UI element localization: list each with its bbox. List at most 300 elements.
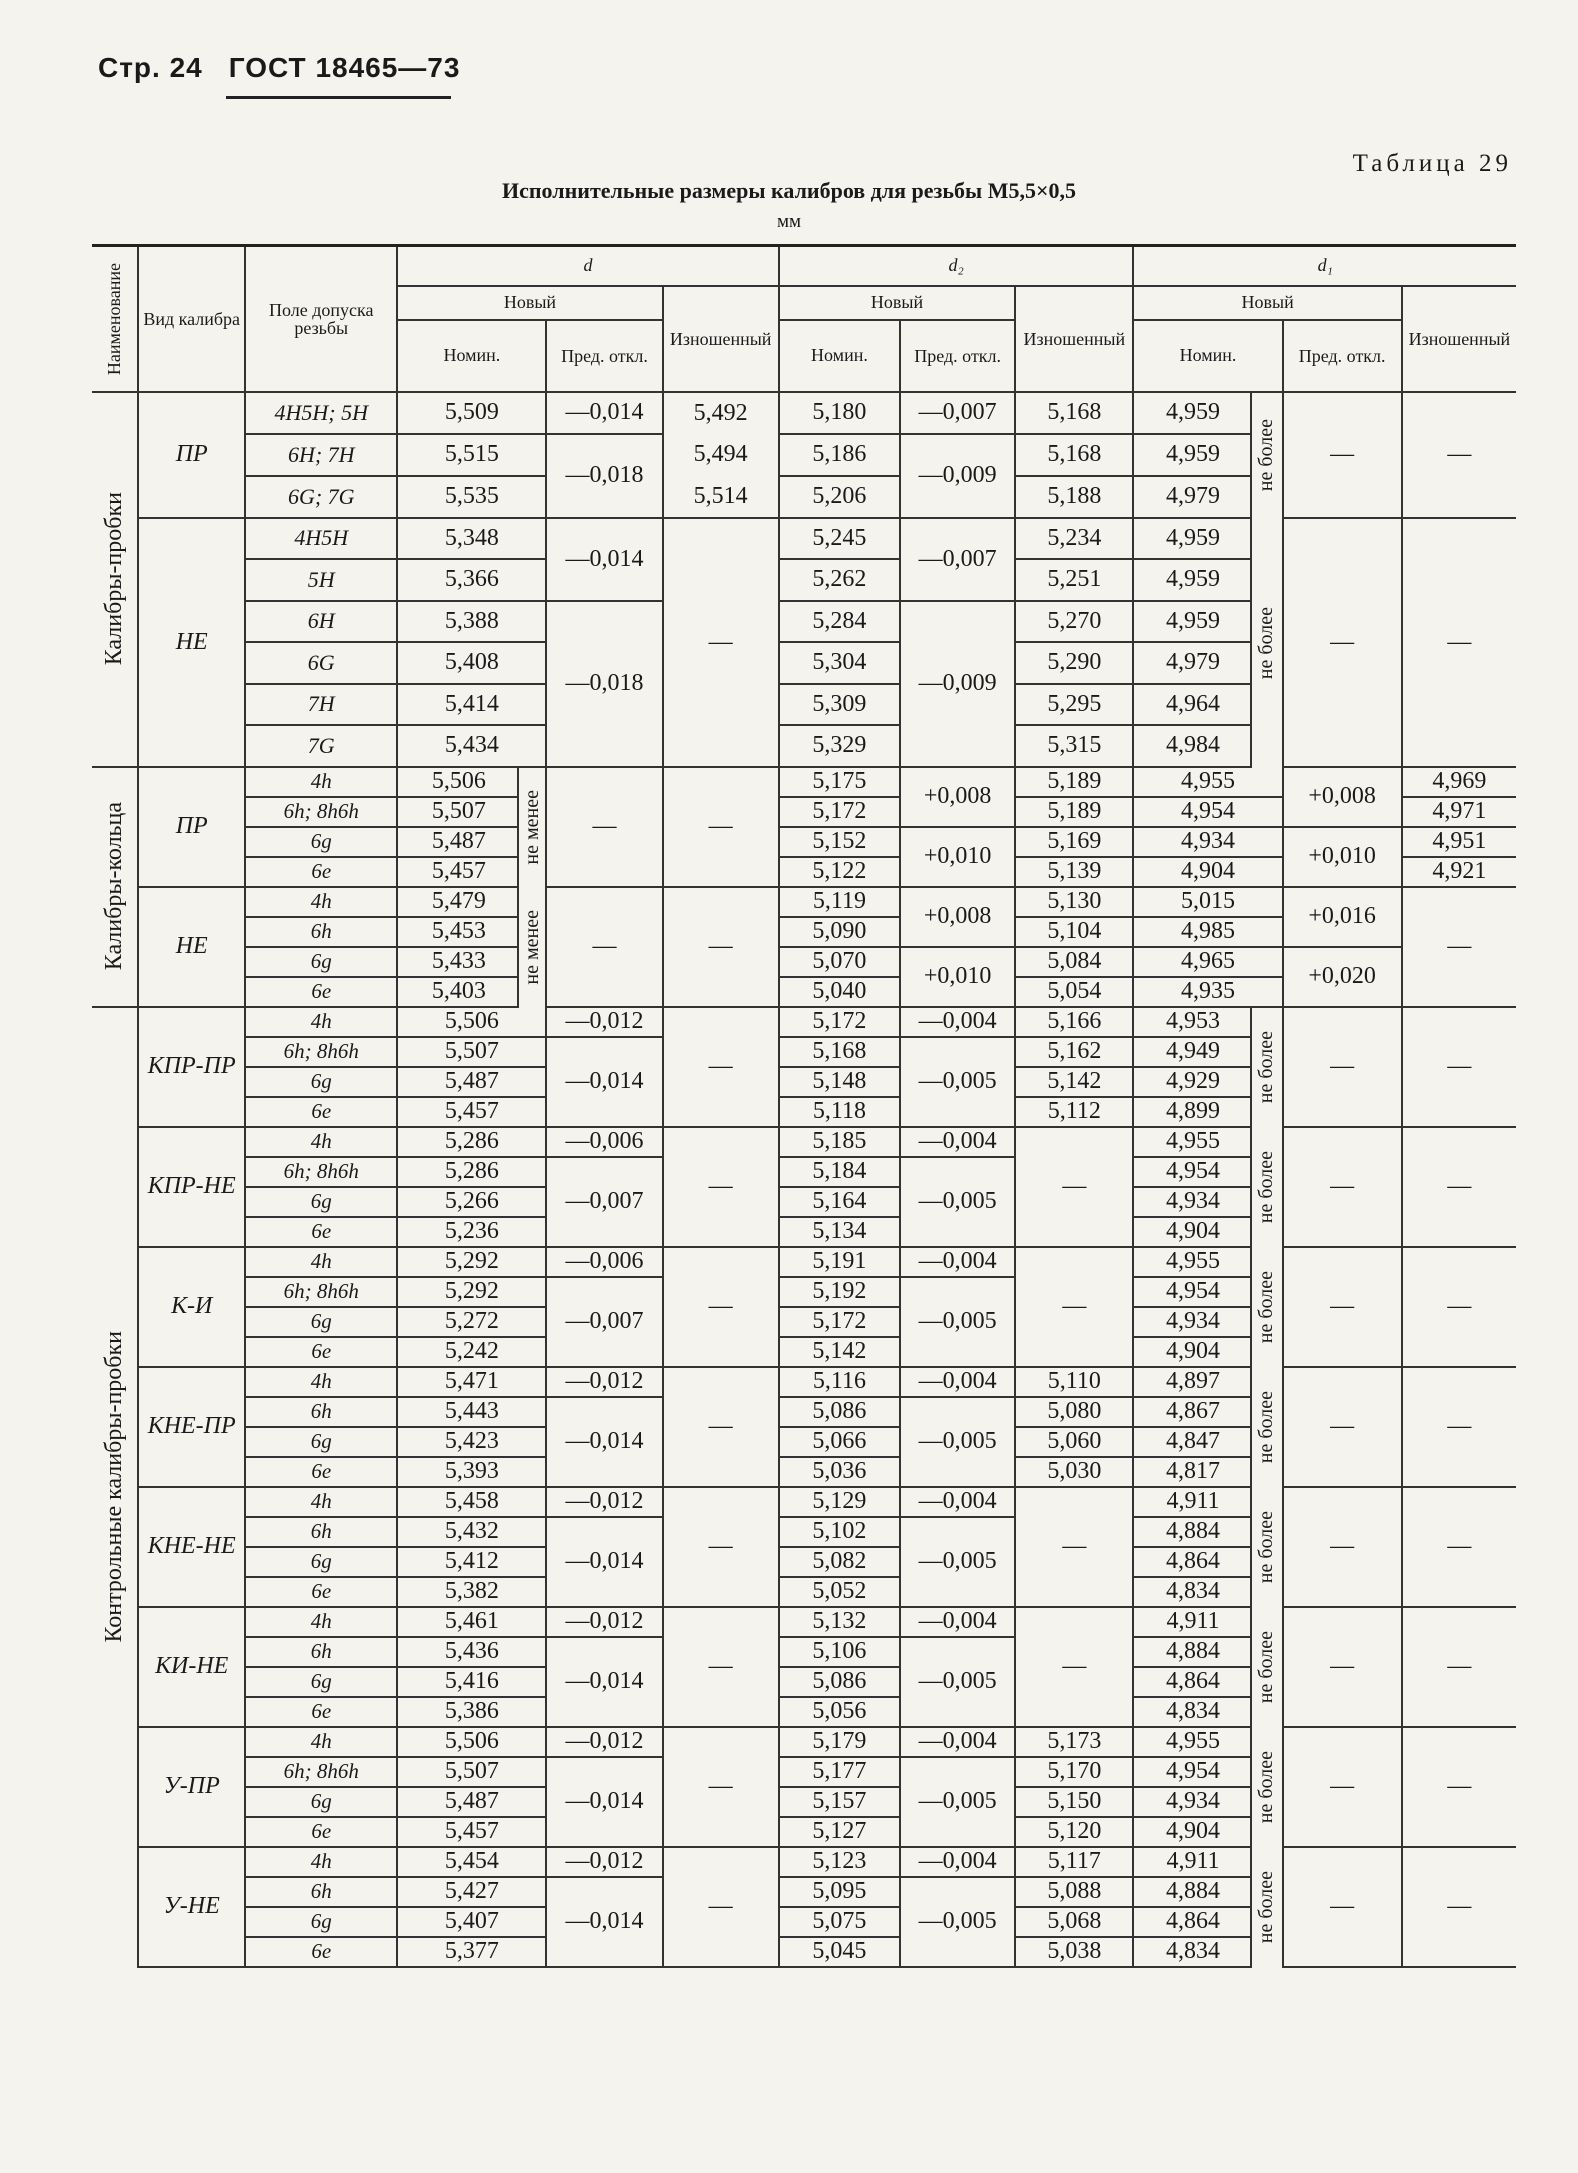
- d-worn: —: [663, 1487, 779, 1607]
- table-row: [92, 1487, 1516, 1517]
- d1-worn: 4,921: [1402, 857, 1516, 887]
- d-nominal: 5,242: [397, 1337, 546, 1367]
- d2-deviation: —0,004: [900, 1007, 1015, 1037]
- d-nominal: 5,427: [397, 1877, 546, 1907]
- col-d-header: d: [397, 246, 778, 286]
- d2-deviation: +0,010: [900, 947, 1015, 1007]
- d-nominal: 5,393: [397, 1457, 546, 1487]
- d1-deviation: —: [1283, 518, 1402, 767]
- d2-deviation: —0,004: [900, 1487, 1015, 1517]
- tolerance-field: 6H; 7H: [245, 434, 397, 476]
- d1-nominal: 4,949: [1133, 1037, 1282, 1067]
- d2-nominal: 5,134: [779, 1217, 900, 1247]
- d2-worn: —: [1015, 1247, 1133, 1367]
- d2-deviation: —0,005: [900, 1757, 1015, 1847]
- d1-worn: —: [1402, 1247, 1516, 1367]
- d1-deviation: —: [1283, 1727, 1402, 1847]
- d2-worn: 5,112: [1015, 1097, 1133, 1127]
- d2-worn: 5,188: [1015, 476, 1133, 518]
- d-deviation: —0,014: [546, 518, 662, 601]
- not-more-note: не более: [1250, 1368, 1282, 1488]
- d1-deviation: —: [1283, 1607, 1402, 1727]
- d2-worn: 5,189: [1015, 797, 1133, 827]
- not-more-note: не более: [1250, 1128, 1282, 1248]
- d2-nominal: 5,127: [779, 1817, 900, 1847]
- not-more-note: не более: [1250, 393, 1282, 519]
- tolerance-field: 4H5H: [245, 518, 397, 560]
- d2-deviation: —0,009: [900, 601, 1015, 767]
- d-nominal: 5,479 не менее: [397, 887, 546, 917]
- not-less-note: не менее: [517, 888, 545, 1008]
- d-nominal: 5,457: [397, 1817, 546, 1847]
- d1-worn: 4,969: [1402, 767, 1516, 797]
- tolerance-field: 5H: [245, 559, 397, 601]
- d2-nominal: 5,106: [779, 1637, 900, 1667]
- d-deviation: —0,014: [546, 392, 662, 434]
- d2-deviation: +0,008: [900, 887, 1015, 947]
- d1-nominal: 4,847: [1133, 1427, 1282, 1457]
- table-number: Таблица 29: [1352, 150, 1512, 177]
- d2-nominal: 5,066: [779, 1427, 900, 1457]
- d2-worn: 5,315: [1015, 725, 1133, 767]
- d-deviation: —0,006: [546, 1247, 662, 1277]
- tolerance-field: 4h: [245, 1247, 397, 1277]
- d-nominal: 5,453: [397, 917, 546, 947]
- d2-nominal: 5,186: [779, 434, 900, 476]
- table-row: [92, 947, 1516, 977]
- d2-nominal: 5,052: [779, 1577, 900, 1607]
- d2-nominal: 5,157: [779, 1787, 900, 1817]
- tolerance-field: 6g: [245, 1547, 397, 1577]
- tolerance-field: 6e: [245, 1097, 397, 1127]
- tolerance-field: 4h: [245, 1487, 397, 1517]
- d-nominal: 5,416: [397, 1667, 546, 1697]
- table-row: [92, 518, 1516, 560]
- d-worn: 5,514: [663, 476, 779, 518]
- tolerance-field: 6e: [245, 1217, 397, 1247]
- tolerance-field: 6h: [245, 1877, 397, 1907]
- d1-nominal: 4,911 не более: [1133, 1847, 1282, 1877]
- d2-deviation: +0,008: [900, 767, 1015, 827]
- d-nominal: 5,286: [397, 1157, 546, 1187]
- d2-worn: 5,270: [1015, 601, 1133, 643]
- d1-worn: —: [1402, 1127, 1516, 1247]
- col-tolerance-header: Поле допуска резьбы: [245, 246, 397, 392]
- d1-nominal: 4,904: [1133, 1337, 1282, 1367]
- d-nominal: 5,458: [397, 1487, 546, 1517]
- d-nominal: 5,433: [397, 947, 546, 977]
- d2-nominal: 5,175: [779, 767, 900, 797]
- d-nominal: 5,366: [397, 559, 546, 601]
- d-deviation: —0,014: [546, 1397, 662, 1487]
- d-nominal: 5,382: [397, 1577, 546, 1607]
- table-row: [92, 392, 1516, 434]
- d2-deviation: —0,007: [900, 392, 1015, 434]
- d-deviation: —: [546, 887, 662, 1007]
- tolerance-field: 6G; 7G: [245, 476, 397, 518]
- table-row: [92, 1007, 1516, 1037]
- d2-nominal: 5,191: [779, 1247, 900, 1277]
- d-worn: —: [663, 1007, 779, 1127]
- d2-nominal: 5,184: [779, 1157, 900, 1187]
- d1-nominal: 4,979: [1133, 642, 1282, 684]
- d-nominal: 5,507: [397, 1037, 546, 1067]
- d1-nominal: 4,935: [1133, 977, 1282, 1007]
- d2-worn: 5,038: [1015, 1937, 1133, 1967]
- col-d1-header: d₁: [1133, 246, 1516, 286]
- d1-deviation: —: [1283, 1007, 1402, 1127]
- section-label: Калибры-кольца: [92, 767, 138, 1007]
- d-deviation: —0,014: [546, 1757, 662, 1847]
- not-more-note: не более: [1250, 1608, 1282, 1728]
- d2-deviation: —0,004: [900, 1247, 1015, 1277]
- d2-nominal: 5,056: [779, 1697, 900, 1727]
- d-deviation: —0,012: [546, 1487, 662, 1517]
- d2-worn: 5,084: [1015, 947, 1133, 977]
- table-row: [92, 767, 1516, 797]
- d2-nominal: 5,180: [779, 392, 900, 434]
- d2-nominal: 5,123: [779, 1847, 900, 1877]
- d-nominal: 5,348: [397, 518, 546, 560]
- d2-worn: 5,080: [1015, 1397, 1133, 1427]
- d1-nominal: 4,955 не более: [1133, 1247, 1282, 1277]
- d2-worn-header: Изношенный: [1015, 286, 1133, 392]
- d-worn: —: [663, 887, 779, 1007]
- d1-nominal: 4,817: [1133, 1457, 1282, 1487]
- d-worn: 5,492: [663, 392, 779, 434]
- units-label: мм: [776, 211, 802, 232]
- table-row: [92, 1607, 1516, 1637]
- tolerance-field: 4h: [245, 1127, 397, 1157]
- d1-nominal: 4,897 не более: [1133, 1367, 1282, 1397]
- d-deviation: —0,012: [546, 1607, 662, 1637]
- d1-worn: 4,971: [1402, 797, 1516, 827]
- tolerance-field: 7G: [245, 725, 397, 767]
- d2-nominal: 5,192: [779, 1277, 900, 1307]
- d-worn-header: Изношенный: [663, 286, 779, 392]
- col-d2-header: d₂: [779, 246, 1134, 286]
- table-row: [92, 1247, 1516, 1277]
- d2-nominal: 5,148: [779, 1067, 900, 1097]
- d2-dev-header: Пред. откл.: [900, 320, 1015, 392]
- d1-nominal: 4,954: [1133, 1277, 1282, 1307]
- d2-nominal: 5,102: [779, 1517, 900, 1547]
- d2-nominal: 5,245: [779, 518, 900, 560]
- tolerance-field: 6h: [245, 1637, 397, 1667]
- d-nominal: 5,509: [397, 392, 546, 434]
- d1-nominal: 5,015: [1133, 887, 1282, 917]
- d2-deviation: —0,009: [900, 434, 1015, 518]
- d2-worn: 5,168: [1015, 434, 1133, 476]
- d1-nominal: 4,864: [1133, 1907, 1282, 1937]
- d-worn: —: [663, 1247, 779, 1367]
- tolerance-field: 4h: [245, 1727, 397, 1757]
- d2-nominal: 5,036: [779, 1457, 900, 1487]
- d1-deviation: +0,008: [1283, 767, 1402, 827]
- d2-nominal: 5,086: [779, 1667, 900, 1697]
- d1-nominal: 4,954: [1133, 1157, 1282, 1187]
- d2-nominal: 5,172: [779, 1007, 900, 1037]
- d-nominal: 5,457: [397, 1097, 546, 1127]
- d2-worn: 5,120: [1015, 1817, 1133, 1847]
- d2-worn: 5,150: [1015, 1787, 1133, 1817]
- d1-nominal: 4,899: [1133, 1097, 1282, 1127]
- d-nominal: 5,292: [397, 1277, 546, 1307]
- d1-nominal: 4,884: [1133, 1877, 1282, 1907]
- gauge-kind: К-И: [138, 1247, 245, 1367]
- gauge-kind: КПР-НЕ: [138, 1127, 245, 1247]
- gauge-kind: КНЕ-НЕ: [138, 1487, 245, 1607]
- d-nominal: 5,506 не менее: [397, 767, 546, 797]
- tolerance-field: 6g: [245, 1667, 397, 1697]
- d2-nominal: 5,179: [779, 1727, 900, 1757]
- d-nominal: 5,487: [397, 1067, 546, 1097]
- tolerance-field: 6G: [245, 642, 397, 684]
- section-label: Калибры-пробки: [92, 392, 138, 767]
- d1-worn: —: [1402, 1727, 1516, 1847]
- d1-deviation: +0,010: [1283, 827, 1402, 887]
- d-nominal: 5,407: [397, 1907, 546, 1937]
- d1-nominal-header: Номин.: [1133, 320, 1282, 392]
- tolerance-field: 6e: [245, 977, 397, 1007]
- d1-deviation: —: [1283, 1487, 1402, 1607]
- d-nominal: 5,507: [397, 797, 546, 827]
- tolerance-field: 6h: [245, 1517, 397, 1547]
- table-row: [92, 887, 1516, 917]
- d-nominal: 5,266: [397, 1187, 546, 1217]
- table-row: [92, 1367, 1516, 1397]
- d1-worn: —: [1402, 518, 1516, 767]
- d-worn: —: [663, 1727, 779, 1847]
- d-nominal: 5,535: [397, 476, 546, 518]
- section-label: Контрольные калибры-пробки: [92, 1007, 138, 1967]
- d2-nominal: 5,164: [779, 1187, 900, 1217]
- tolerance-field: 4h: [245, 1367, 397, 1397]
- d2-nominal: 5,329: [779, 725, 900, 767]
- d1-nominal: 4,959 не более: [1133, 392, 1282, 434]
- d2-nominal: 5,122: [779, 857, 900, 887]
- d-worn: —: [663, 767, 779, 887]
- d1-nominal: 4,911 не более: [1133, 1487, 1282, 1517]
- tolerance-field: 6H: [245, 601, 397, 643]
- d2-worn: 5,166: [1015, 1007, 1133, 1037]
- d-nominal: 5,403: [397, 977, 546, 1007]
- d-deviation: —0,018: [546, 434, 662, 518]
- page-header: [98, 52, 460, 84]
- d-nominal: 5,377: [397, 1937, 546, 1967]
- d-worn: 5,494: [663, 434, 779, 476]
- d1-nominal: 4,867: [1133, 1397, 1282, 1427]
- d-nominal: 5,471: [397, 1367, 546, 1397]
- d1-nominal: 4,984: [1133, 725, 1282, 767]
- d-nominal: 5,515: [397, 434, 546, 476]
- d2-nominal: 5,152: [779, 827, 900, 857]
- d1-deviation: —: [1283, 1127, 1402, 1247]
- d2-nominal-header: Номин.: [779, 320, 900, 392]
- d1-new-header: Новый: [1133, 286, 1401, 320]
- d2-deviation: —0,005: [900, 1877, 1015, 1967]
- tolerance-field: 6e: [245, 1817, 397, 1847]
- d1-nominal: 4,953 не более: [1133, 1007, 1282, 1037]
- gauge-kind: НЕ: [138, 518, 245, 767]
- d-worn: —: [663, 1607, 779, 1727]
- tolerance-field: 6h; 8h6h: [245, 1037, 397, 1067]
- d-deviation: —0,018: [546, 601, 662, 767]
- d1-nominal: 4,954: [1133, 797, 1282, 827]
- d-deviation: —0,007: [546, 1157, 662, 1247]
- d2-worn: 5,173: [1015, 1727, 1133, 1757]
- d1-nominal: 4,964: [1133, 684, 1282, 726]
- not-more-note: не более: [1250, 1488, 1282, 1608]
- d2-nominal: 5,040: [779, 977, 900, 1007]
- d2-worn: 5,169: [1015, 827, 1133, 857]
- d2-nominal: 5,075: [779, 1907, 900, 1937]
- d1-worn: —: [1402, 1847, 1516, 1967]
- d2-deviation: —0,005: [900, 1277, 1015, 1367]
- tolerance-field: 6h; 8h6h: [245, 1157, 397, 1187]
- d-deviation: —0,014: [546, 1517, 662, 1607]
- d1-deviation: —: [1283, 392, 1402, 518]
- tolerance-field: 4h: [245, 767, 397, 797]
- d2-nominal: 5,172: [779, 797, 900, 827]
- d1-deviation: +0,020: [1283, 947, 1402, 1007]
- d2-nominal: 5,177: [779, 1757, 900, 1787]
- tolerance-field: 6g: [245, 1187, 397, 1217]
- d2-worn: 5,110: [1015, 1367, 1133, 1397]
- header-underline: [226, 96, 451, 99]
- d-deviation: —0,014: [546, 1637, 662, 1727]
- tolerance-field: 4h: [245, 1847, 397, 1877]
- d2-worn: —: [1015, 1487, 1133, 1607]
- d2-worn: 5,234: [1015, 518, 1133, 560]
- d-nominal: 5,461: [397, 1607, 546, 1637]
- d1-worn: —: [1402, 887, 1516, 1007]
- d-deviation: —0,012: [546, 1367, 662, 1397]
- d1-worn: —: [1402, 1607, 1516, 1727]
- tolerance-field: 6h; 8h6h: [245, 1277, 397, 1307]
- d2-nominal: 5,132: [779, 1607, 900, 1637]
- d-nominal: 5,436: [397, 1637, 546, 1667]
- d2-worn: 5,054: [1015, 977, 1133, 1007]
- d-deviation: —0,012: [546, 1727, 662, 1757]
- d1-worn: —: [1402, 392, 1516, 518]
- gauge-kind: У-НЕ: [138, 1847, 245, 1967]
- tolerance-field: 6e: [245, 1337, 397, 1367]
- standard-number: ГОСТ 18465—73: [228, 52, 461, 83]
- d-worn: —: [663, 1847, 779, 1967]
- d-deviation: —0,012: [546, 1847, 662, 1877]
- d1-nominal: 4,959: [1133, 434, 1282, 476]
- tolerance-field: 6g: [245, 1427, 397, 1457]
- d-nominal: 5,412: [397, 1547, 546, 1577]
- not-more-note: не более: [1250, 1008, 1282, 1128]
- d2-worn: 5,290: [1015, 642, 1133, 684]
- d2-nominal: 5,116: [779, 1367, 900, 1397]
- tolerance-field: 6h: [245, 1397, 397, 1427]
- d2-worn: 5,295: [1015, 684, 1133, 726]
- d2-nominal: 5,172: [779, 1307, 900, 1337]
- d2-nominal: 5,304: [779, 642, 900, 684]
- d2-nominal: 5,086: [779, 1397, 900, 1427]
- tolerance-field: 6e: [245, 1937, 397, 1967]
- d-nominal: 5,487: [397, 827, 546, 857]
- d2-worn: 5,162: [1015, 1037, 1133, 1067]
- d-nominal: 5,236: [397, 1217, 546, 1247]
- gauge-kind: КИ-НЕ: [138, 1607, 245, 1727]
- d2-deviation: —0,004: [900, 1127, 1015, 1157]
- d1-nominal: 4,954: [1133, 1757, 1282, 1787]
- d2-nominal: 5,119: [779, 887, 900, 917]
- d1-nominal: 4,929: [1133, 1067, 1282, 1097]
- d1-deviation: —: [1283, 1847, 1402, 1967]
- d2-deviation: —0,005: [900, 1637, 1015, 1727]
- d2-nominal: 5,090: [779, 917, 900, 947]
- d1-nominal: 4,864: [1133, 1667, 1282, 1697]
- d2-worn: 5,189: [1015, 767, 1133, 797]
- d1-nominal: 4,934: [1133, 1787, 1282, 1817]
- d2-nominal: 5,142: [779, 1337, 900, 1367]
- d-nominal: 5,487: [397, 1787, 546, 1817]
- d2-deviation: —0,005: [900, 1157, 1015, 1247]
- d1-nominal: 4,911 не более: [1133, 1607, 1282, 1637]
- gauge-kind: У-ПР: [138, 1727, 245, 1847]
- d2-deviation: —0,004: [900, 1847, 1015, 1877]
- d1-nominal: 4,834: [1133, 1577, 1282, 1607]
- d1-nominal: 4,834: [1133, 1697, 1282, 1727]
- d-deviation: —0,007: [546, 1277, 662, 1367]
- tolerance-field: 6g: [245, 1067, 397, 1097]
- d2-deviation: —0,004: [900, 1727, 1015, 1757]
- gauge-table: [92, 244, 1516, 1968]
- d2-worn: 5,068: [1015, 1907, 1133, 1937]
- table-row: [92, 1127, 1516, 1157]
- d1-deviation: —: [1283, 1367, 1402, 1487]
- tolerance-field: 6g: [245, 1787, 397, 1817]
- d2-worn: 5,117: [1015, 1847, 1133, 1877]
- tolerance-field: 6g: [245, 827, 397, 857]
- d1-nominal: 4,955 не более: [1133, 1127, 1282, 1157]
- d-nominal: 5,507: [397, 1757, 546, 1787]
- d-worn: —: [663, 518, 779, 767]
- d1-nominal: 4,955 не более: [1133, 1727, 1282, 1757]
- col-name-header: Наименование: [92, 246, 138, 392]
- d-nominal: 5,506: [397, 1007, 546, 1037]
- d2-nominal: 5,070: [779, 947, 900, 977]
- table-row: [92, 1847, 1516, 1877]
- d2-deviation: +0,010: [900, 827, 1015, 887]
- d2-nominal: 5,118: [779, 1097, 900, 1127]
- d2-worn: 5,060: [1015, 1427, 1133, 1457]
- d-nominal: 5,408: [397, 642, 546, 684]
- d2-worn: 5,251: [1015, 559, 1133, 601]
- d-new-header: Новый: [397, 286, 662, 320]
- d1-dev-header: Пред. откл.: [1283, 320, 1402, 392]
- d1-nominal: 4,959 не более: [1133, 518, 1282, 560]
- d1-nominal: 4,904: [1133, 1817, 1282, 1847]
- d-deviation: —0,014: [546, 1037, 662, 1127]
- d2-worn: 5,142: [1015, 1067, 1133, 1097]
- d-dev-header: Пред. откл.: [546, 320, 662, 392]
- tolerance-field: 6g: [245, 1907, 397, 1937]
- d2-deviation: —0,007: [900, 518, 1015, 601]
- d2-nominal: 5,168: [779, 1037, 900, 1067]
- table-row: [92, 827, 1516, 857]
- table-row: [92, 1727, 1516, 1757]
- not-more-note: не более: [1250, 1248, 1282, 1368]
- tolerance-field: 6g: [245, 947, 397, 977]
- d-nominal: 5,272: [397, 1307, 546, 1337]
- d1-nominal: 4,979: [1133, 476, 1282, 518]
